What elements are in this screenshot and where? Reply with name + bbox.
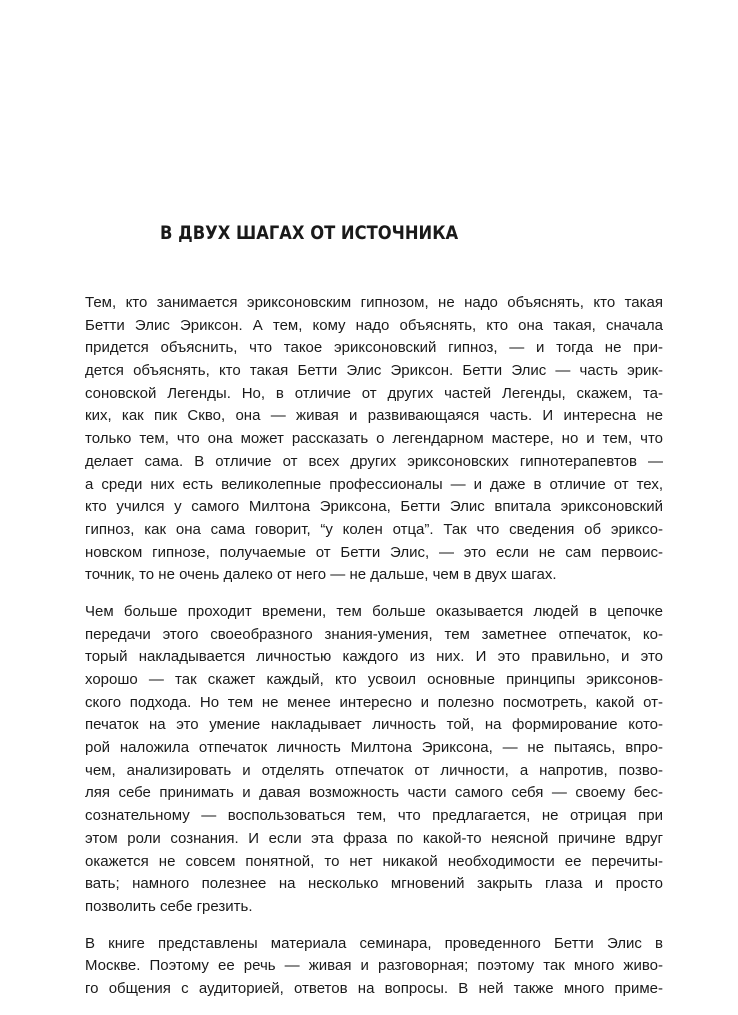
text-line: сознательному — воспользоваться тем, что предлагается, не отрицая при	[85, 807, 663, 825]
paragraph-3	[85, 933, 663, 1001]
text-line: этом роли сознания. И если эта фраза по какой-то неясной причине вдруг	[85, 829, 663, 847]
text-line: В книге представлены материала семинара, проведенного Бетти Элис в	[85, 934, 663, 952]
text-line: передачи этого своеобразного знания-умения, тем заметнее отпечаток, ко-	[85, 625, 663, 643]
text-line: соновской Легенды. Но, в отличие от других частей Легенды, скажем, та-	[85, 384, 663, 402]
text-line: торый накладывается личностью каждого из них. И это правильно, и это	[85, 648, 663, 666]
text-line: делает сама. В отличие от всех других эриксоновских гипнотерапевтов —	[85, 452, 663, 470]
text-line: Бетти Элис Эриксон. А тем, кому надо объяснять, кто она такая, сначала	[85, 316, 663, 334]
text-line: го общения с аудиторией, ответов на вопросы. В ней также много приме-	[85, 979, 663, 997]
text-line: чем, анализировать и отделять отпечаток от личности, а напротив, позво-	[85, 761, 663, 779]
text-line: дется объяснять, кто такая Бетти Элис Эриксон. Бетти Элис — часть эрик-	[85, 362, 663, 380]
body-text	[85, 292, 663, 1015]
text-line: гипноз, как она сама говорит, “у колен отца”. Так что сведения об эриксо-	[85, 520, 663, 538]
text-line: новском гипнозе, получаемые от Бетти Элис, — это если не сам первоис-	[85, 543, 663, 561]
text-line: а среди них есть великолепные профессионалы — и даже в отличие от тех,	[85, 475, 663, 493]
text-line: ляя себе принимать и давая возможность части самого себя — своему бес-	[85, 784, 663, 802]
text-line: Москве. Поэтому ее речь — живая и разговорная; поэтому так много живо-	[85, 957, 663, 975]
paragraph-1	[85, 292, 663, 587]
text-line: печаток на это умение накладывает личность той, на формирование кото-	[85, 716, 663, 734]
text-line: Чем больше проходит времени, тем больше оказывается людей в цепочке	[85, 602, 663, 620]
text-line: точник, то не очень далеко от него — не дальше, чем в двух шагах.	[85, 566, 557, 584]
text-line: придется объяснить, что такое эриксоновский гипноз, — и тогда не при-	[85, 339, 663, 357]
chapter-title: В ДВУХ ШАГАХ ОТ ИСТОЧНИКА	[160, 222, 459, 244]
text-line: позволить себе грезить.	[85, 897, 253, 915]
text-line: кто учился у самого Милтона Эриксона, Бетти Элис впитала эриксоновский	[85, 498, 663, 516]
text-line: только тем, что она может рассказать о легендарном мастере, но и тем, что	[85, 430, 663, 448]
text-line: окажется не совсем понятной, то нет никакой необходимости ее перечиты-	[85, 852, 663, 870]
text-line: ского подхода. Но тем не менее интересно и полезно посмотреть, какой от-	[85, 693, 663, 711]
text-line: хорошо — так скажет каждый, кто усвоил основные принципы эриксонов-	[85, 671, 663, 688]
text-line: ких, как пик Скво, она — живая и развивающаяся часть. И интересна не	[85, 407, 663, 425]
paragraph-2	[85, 601, 663, 919]
text-line: рой наложила отпечаток личность Милтона Эриксона, — не пытаясь, впро-	[85, 739, 663, 757]
text-line: вать; намного полезнее на несколько мгновений закрыть глаза и просто	[85, 875, 663, 893]
text-line: Тем, кто занимается эриксоновским гипнозом, не надо объяснять, кто такая	[85, 294, 663, 311]
